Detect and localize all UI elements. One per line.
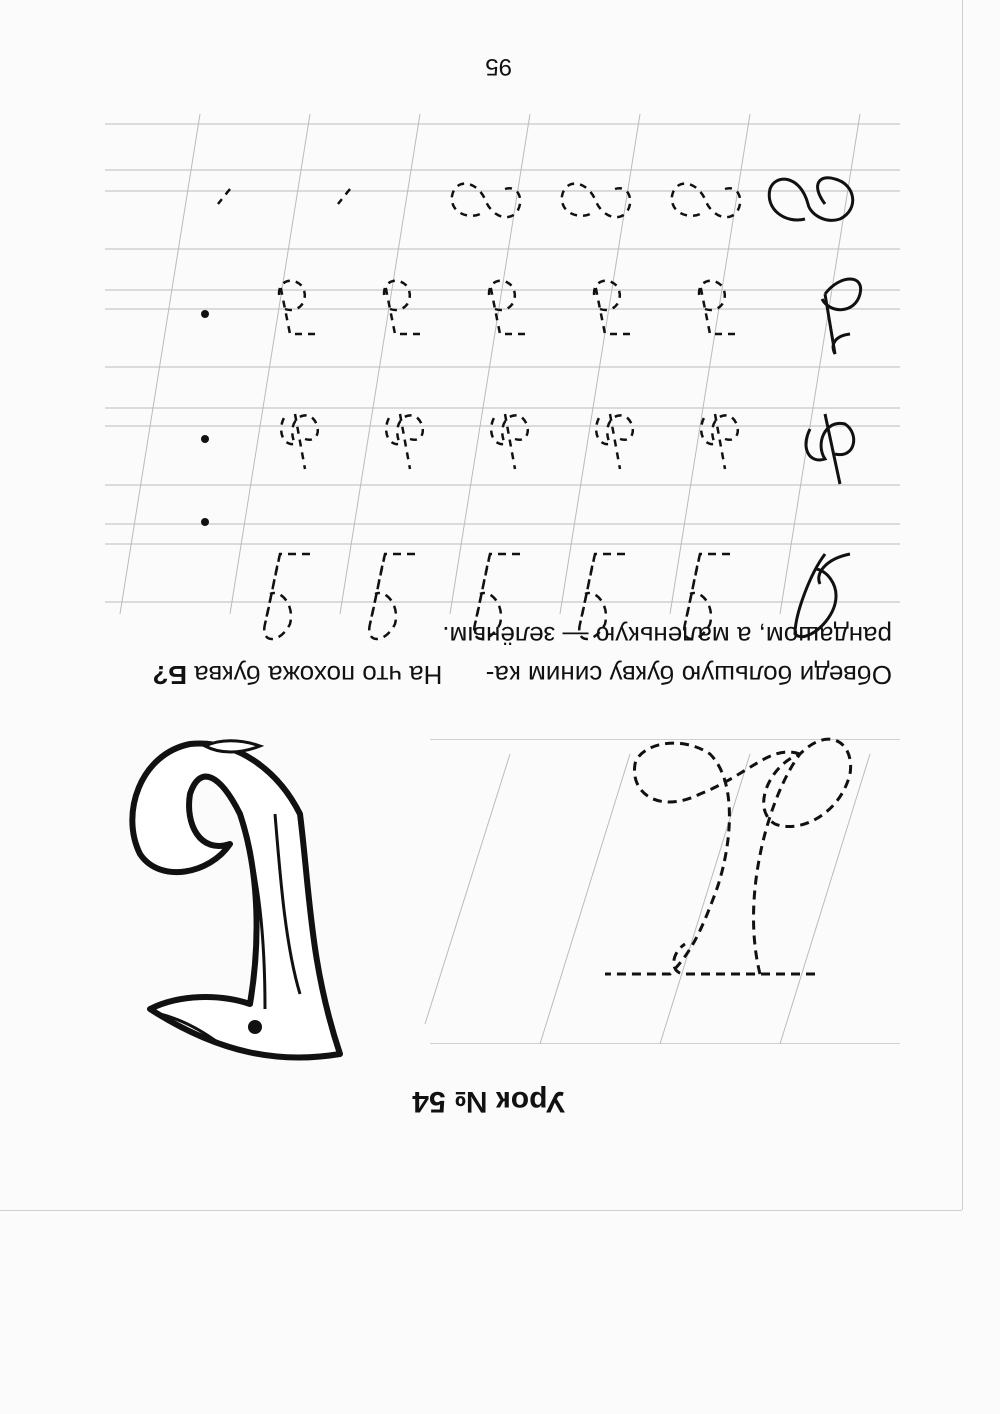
task-question: На что похожа буква <box>187 660 443 690</box>
practice-ruling-lines <box>105 124 900 602</box>
row-f-traces <box>281 414 738 469</box>
lesson-title: Урок № 54 <box>412 1085 565 1118</box>
task-instruction-part1: Обведи большую букву синим ка- <box>485 660 892 690</box>
row-b-traces <box>264 554 730 639</box>
practice-slant-lines <box>120 114 860 614</box>
row-hard-sign-end-dot <box>201 310 209 318</box>
row-f-model <box>806 414 854 484</box>
task-instruction-line-2: рандашом, а маленькую — зелёным. <box>442 621 892 651</box>
page-number: 95 <box>485 53 512 80</box>
task-question-letter: Б? <box>152 660 187 690</box>
row-yu-model <box>769 178 853 221</box>
row-b-model <box>795 554 850 637</box>
row-b-end-dot <box>201 518 209 526</box>
row-hard-sign-traces <box>279 281 735 334</box>
row-f-end-dot <box>201 435 209 443</box>
